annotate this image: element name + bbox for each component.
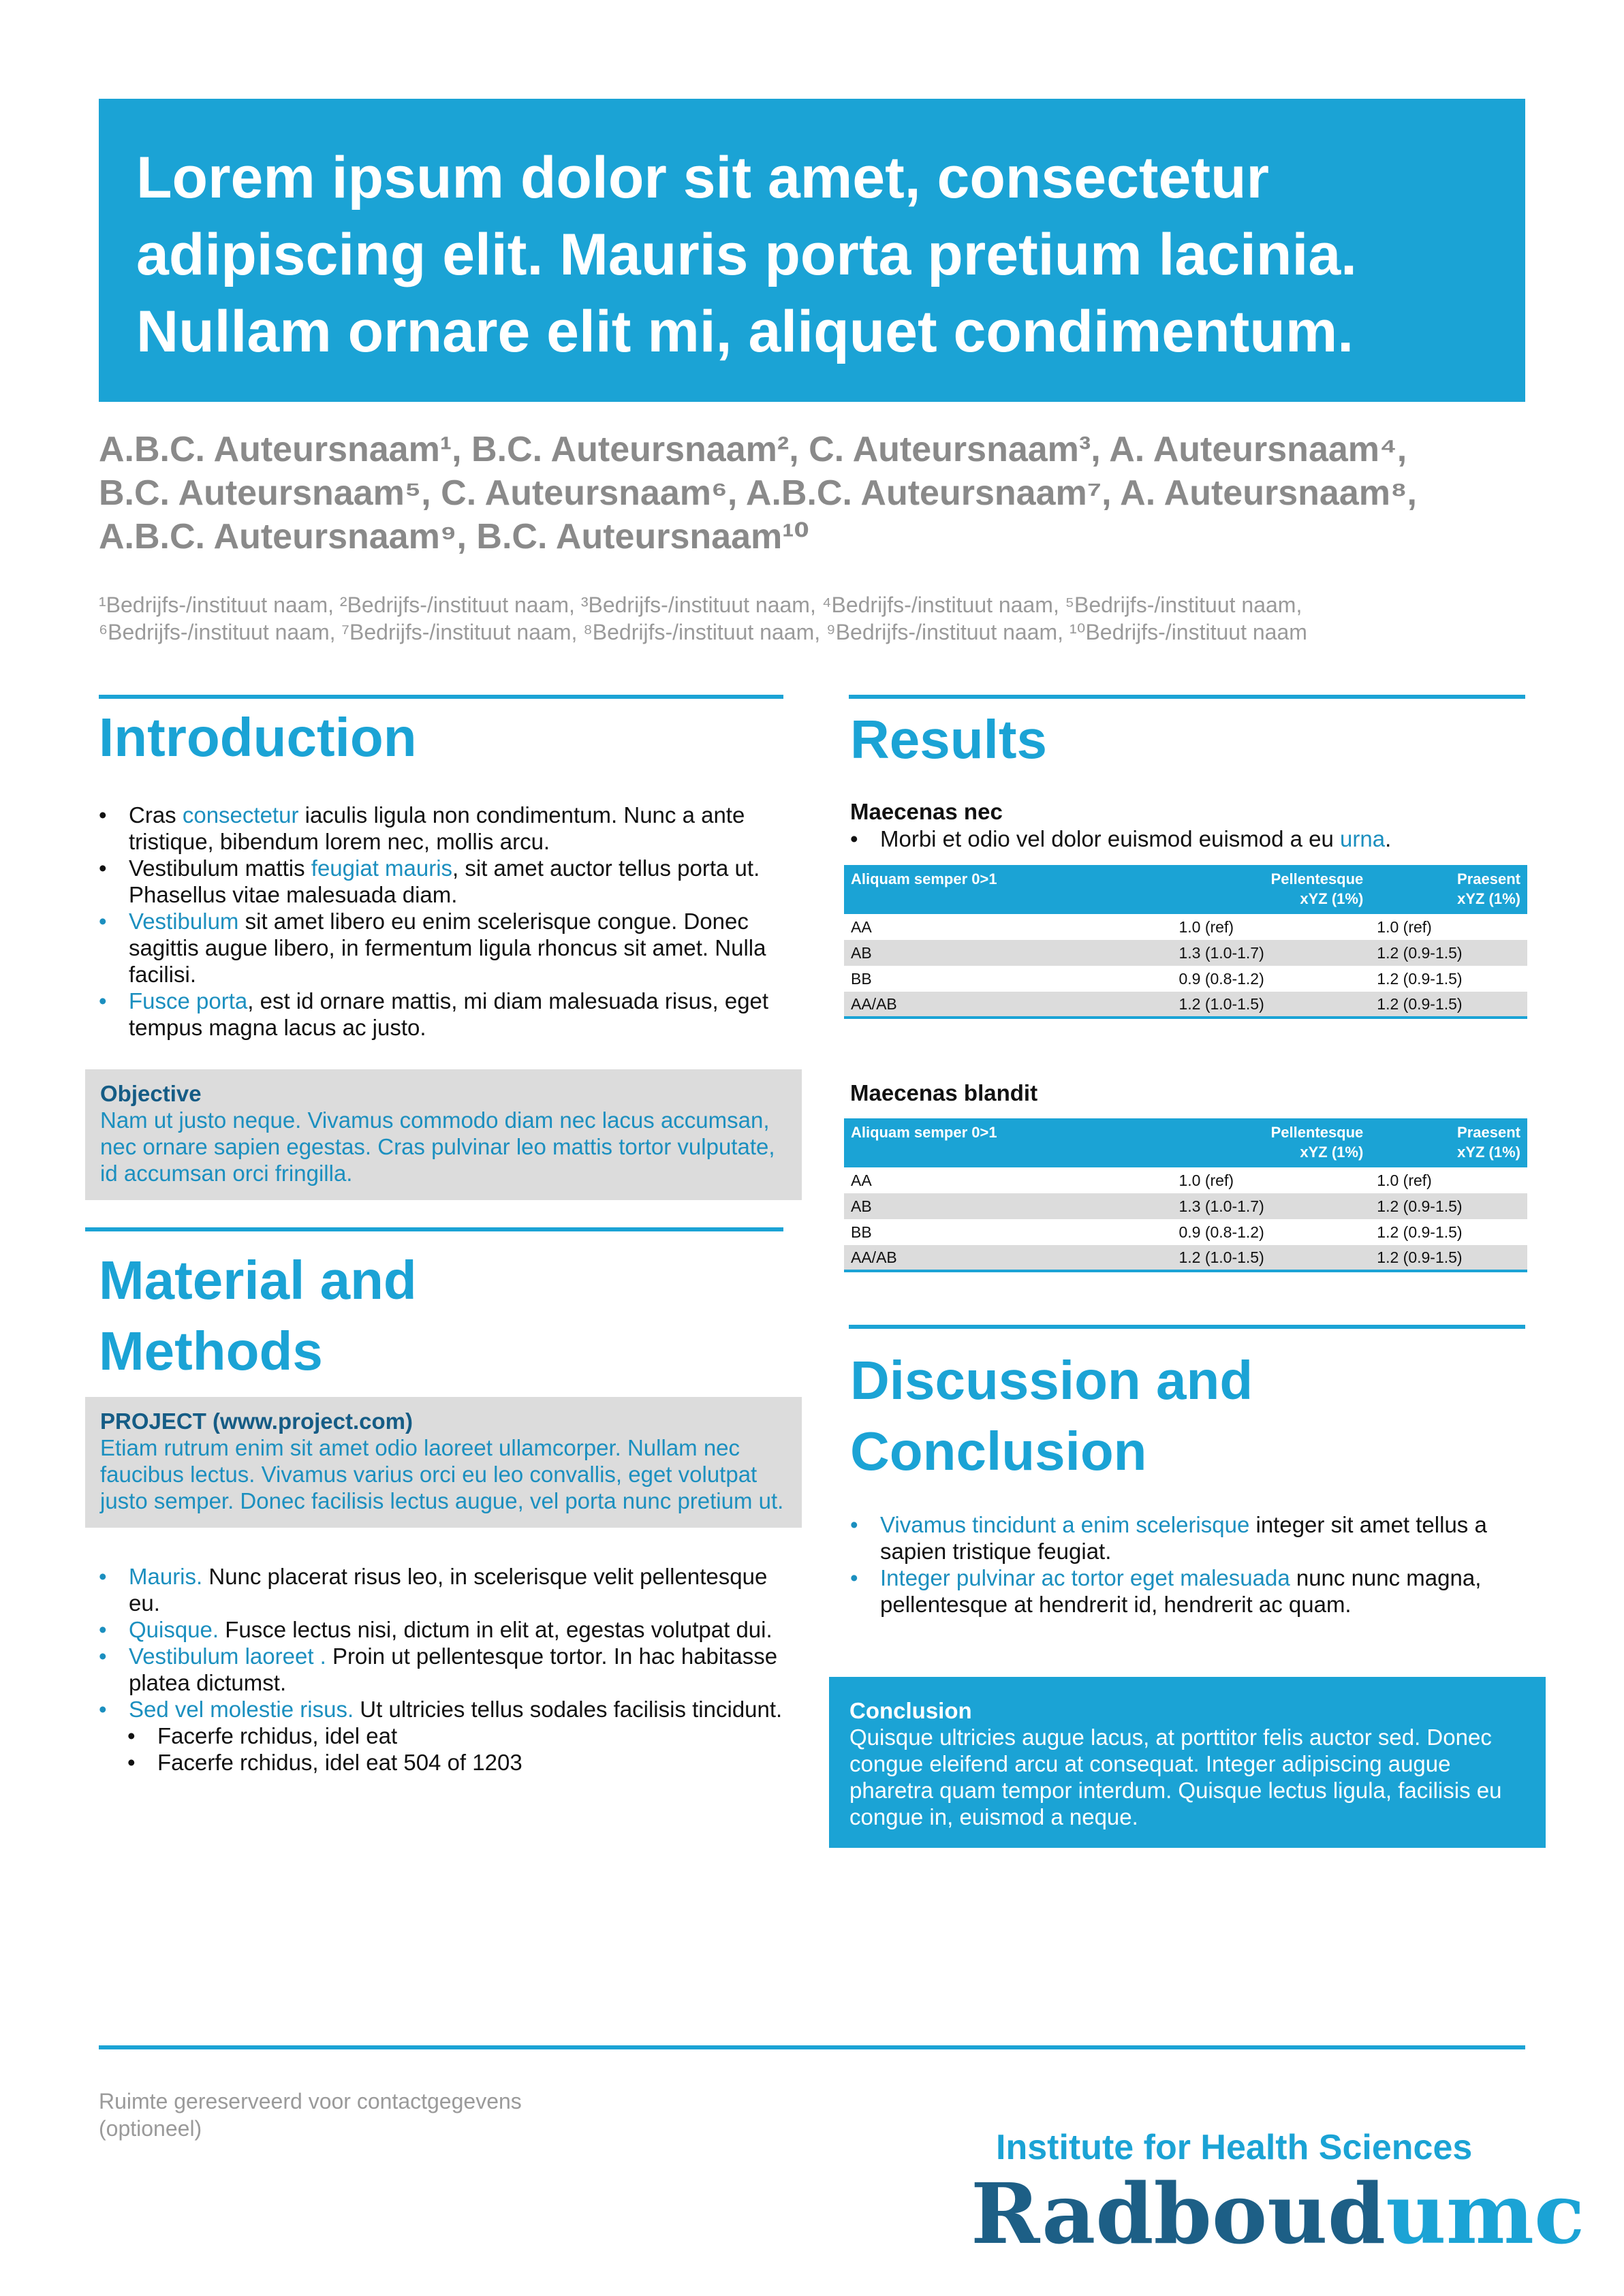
project-title: PROJECT (www.project.com) [100,1409,413,1434]
table-row: AA/AB 1.2 (1.0-1.5) 1.2 (0.9-1.5) [844,992,1527,1018]
table-header: Pellentesque xYZ (1%) [1178,1118,1370,1167]
radboudumc-logo: Radboudumc [971,2165,1585,2263]
results-heading: Results [850,709,1047,770]
title-banner [99,99,1525,402]
list-item: • Facerfe rchidus, idel eat 504 of 1203 [99,1749,783,1776]
table-row: BB 0.9 (0.8-1.2) 1.2 (0.9-1.5) [851,969,1463,988]
table-row: AA 1.0 (ref) 1.0 (ref) [851,917,1432,936]
results-list [849,825,1525,852]
section-divider [849,695,1525,699]
list-item: • Facerfe rchidus, idel eat [99,1723,783,1749]
discussion-list [849,1511,1525,1618]
conclusion-body: Quisque ultricies augue lacus, at porttitor felis auctor sed. Donec congue eleifend arcu at consequat. Integer adipiscing augue pharetra quam tempor interdum. Quisque lectus ligula, facilisis eu congue in, euismod a neque. [849,1725,1502,1829]
table-header: Aliquam semper 0>1 [844,865,1178,914]
results-subheading: Maecenas blandit [850,1080,1038,1105]
methods-list-area [99,1563,783,1776]
discussion-section [849,1325,1525,1618]
section-divider [849,1325,1525,1329]
results-subheading-2-wrap [849,1080,1525,1107]
results-section [849,695,1525,852]
project-box [85,1397,802,1528]
table-header: Praesent xYZ (1%) [1370,865,1527,914]
list-item: • Quisque. Fusce lectus nisi, dictum in elit at, egestas volutpat dui. [99,1616,783,1643]
list-item: • Vestibulum laoreet . Proin ut pellentesque tortor. In hac habitasse platea dictumst. [99,1643,783,1696]
list-item: • Integer pulvinar ac tortor eget malesuada nunc nunc magna, pellentesque at hendrerit id, hendrerit ac quam. [850,1564,1525,1618]
introduction-list [99,802,783,1041]
section-divider [85,1227,783,1231]
author-line: B.C. Auteursnaam⁵, C. Auteursnaam⁶, A.B.C. Auteursnaam⁷, A. Auteursnaam⁸, [99,473,1417,513]
list-item: • Fusce porta, est id ornare mattis, mi diam malesuada risus, eget tempus magna lacus ac justo. [99,988,783,1041]
methods-section [99,1227,783,1387]
results-table-1 [844,865,1527,1019]
contact-placeholder: Ruimte gereserveerd voor contactgegevens (optioneel) [99,2089,522,2141]
results-table-2 [844,1118,1527,1272]
results-subheading: Maecenas nec [850,799,1003,824]
list-item: • Mauris. Nunc placerat risus leo, in scelerisque velit pellentesque eu. [99,1563,783,1616]
author-line: A.B.C. Auteursnaam⁹, B.C. Auteursnaam¹⁰ [99,517,810,556]
institute-name: Institute for Health Sciences [996,2128,1473,2167]
affiliation-line: ¹Bedrijfs-/instituut naam, ²Bedrijfs-/instituut naam, ³Bedrijfs-/instituut naam, ⁴Bedrijfs-/instituut naam, ⁵Bedrijfs-/instituut naam, [99,593,1302,617]
methods-list [99,1563,783,1723]
poster-title: Lorem ipsum dolor sit amet, consectetur adipiscing elit. Mauris porta pretium lacinia. Nullam ornare elit mi, aliquet condimentum. [136,145,1358,364]
section-divider [99,695,783,699]
conclusion-title: Conclusion [849,1698,972,1723]
data-table [844,865,1527,1019]
table-header: Aliquam semper 0>1 [844,1118,1178,1167]
introduction-heading: Introduction [99,707,417,768]
list-item: • Cras consectetur iaculis ligula non condimentum. Nunc a ante tristique, bibendum lorem nec, mollis arcu. [99,802,783,855]
objective-body: Nam ut justo neque. Vivamus commodo diam nec lacus accumsan, nec ornare sapien egestas. Cras pulvinar leo mattis tortor vulputate, id accumsan orci fringilla. [100,1107,775,1186]
list-item: • Vestibulum mattis feugiat mauris, sit amet auctor tellus porta ut. Phasellus vitae malesuada diam. [99,855,783,908]
methods-sublist [99,1723,783,1776]
objective-box [85,1069,802,1200]
list-item: • Vivamus tincidunt a enim scelerisque integer sit amet tellus a sapien tristique feugiat. [850,1511,1525,1564]
table-row: AA/AB 1.2 (1.0-1.5) 1.2 (0.9-1.5) [844,1245,1527,1271]
table-row: AB 1.3 (1.0-1.7) 1.2 (0.9-1.5) [844,940,1527,966]
conclusion-box [829,1677,1546,1848]
introduction-section [99,695,783,1041]
footer-divider [99,2045,1525,2049]
affiliation-list [99,591,1563,646]
table-row: AB 1.3 (1.0-1.7) 1.2 (0.9-1.5) [844,1193,1527,1219]
objective-title: Objective [100,1081,202,1106]
list-item: • Sed vel molestie risus. Ut ultricies tellus sodales facilisis tincidunt. [99,1696,783,1723]
author-line: A.B.C. Auteursnaam¹, B.C. Auteursnaam², C. Auteursnaam³, A. Auteursnaam⁴, [99,430,1407,469]
table-row: AA 1.0 (ref) 1.0 (ref) [851,1171,1432,1189]
project-body: Etiam rutrum enim sit amet odio laoreet ullamcorper. Nullam nec faucibus lectus. Vivamus varius orci eu leo convallis, eget volutpat justo semper. Donec facilisis lectus augue, vel porta nunc pretium ut. [100,1435,784,1513]
discussion-heading: Discussion and Conclusion [850,1350,1253,1481]
table-header: Praesent xYZ (1%) [1370,1118,1527,1167]
table-row: BB 0.9 (0.8-1.2) 1.2 (0.9-1.5) [851,1223,1463,1241]
table-header: Pellentesque xYZ (1%) [1178,865,1370,914]
affiliation-line: ⁶Bedrijfs-/instituut naam, ⁷Bedrijfs-/instituut naam, ⁸Bedrijfs-/instituut naam, ⁹Bedrijfs-/instituut naam, ¹⁰Bedrijfs-/instituut naam [99,620,1307,644]
list-item: • Vestibulum sit amet libero eu enim scelerisque congue. Donec sagittis augue libero, in fermentum ligula rhoncus sit amet. Nulla facilisi. [99,908,783,988]
data-table [844,1118,1527,1272]
methods-heading: Material and Methods [99,1250,417,1381]
author-list [99,428,1525,559]
list-item: • Morbi et odio vel dolor euismod euismod a eu urna. [850,825,1525,852]
